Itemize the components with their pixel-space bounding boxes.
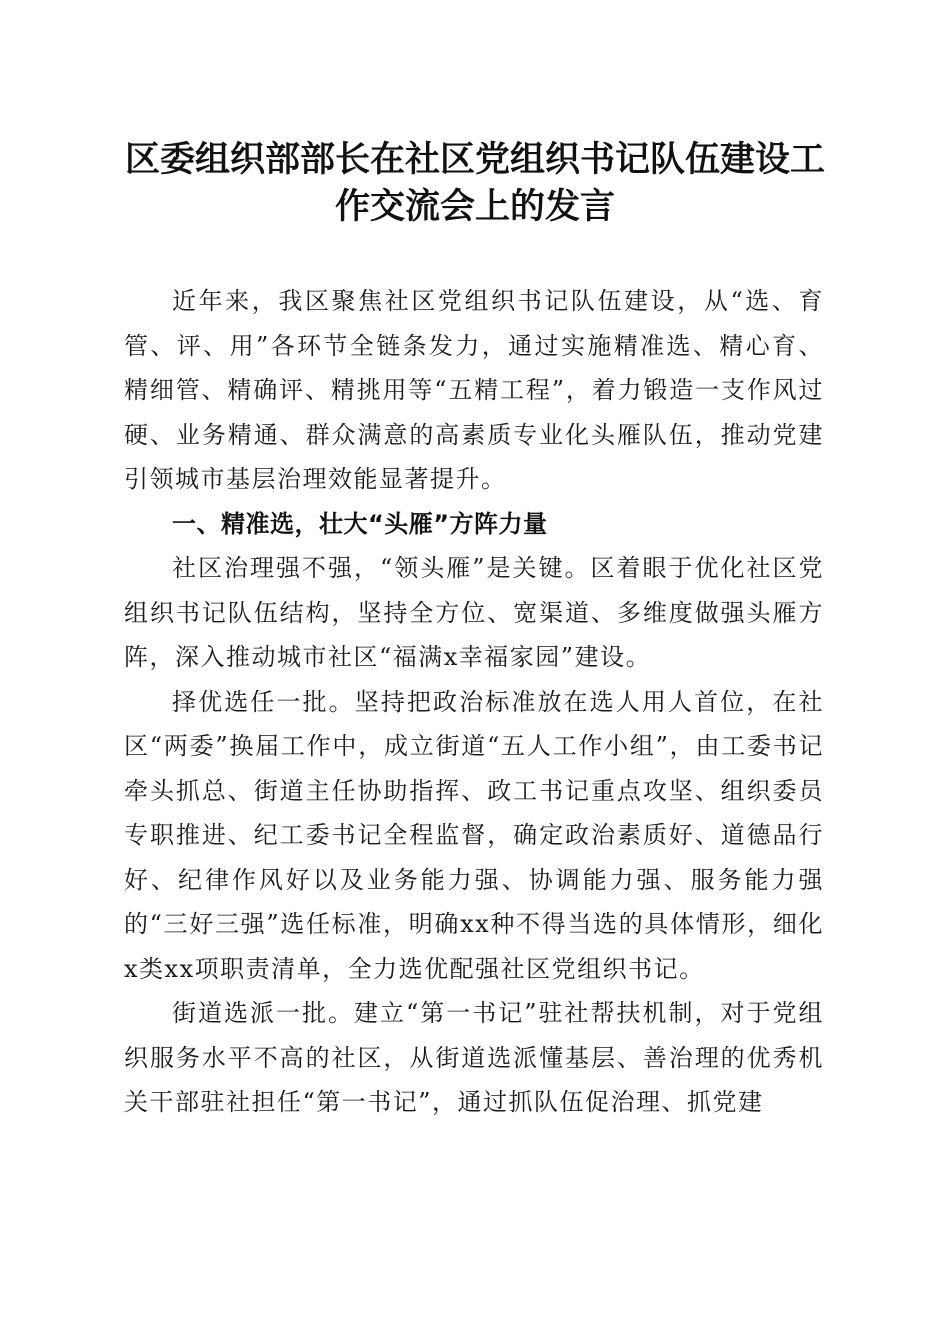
title-line-2: 作交流会上的发言 [334, 186, 615, 227]
title-line-1: 区委组织部部长在社区党组织书记队伍建设工 [124, 139, 825, 180]
selection-paragraph: 择优选任一批。坚持把政治标准放在选人用人首位，在社区“两委”换届工作中，成立街道“五人工作小组”，由工委书记牵头抓总、街道主任协助指挥、政工书记重点攻坚、组织委员专职推进、纪工委书记全程监督，确定政治素质好、道德品行好、纪律作风好以及业务能力强、协调能力强、服务能力强的“三好三强”选任标准，明确xx种不得当选的具体情形，细化x类xx项职责清单，全力选优配强社区党组织书记。 [124, 687, 824, 983]
section-intro-paragraph: 社区治理强不强，“领头雁”是关键。区着眼于优化社区党组织书记队伍结构，坚持全方位、宽渠道、多维度做强头雁方阵，深入推动城市社区“福满x幸福家园”建设。 [124, 554, 824, 671]
document-title [110, 136, 840, 230]
dispatch-paragraph: 街道选派一批。建立“第一书记”驻社帮扶机制，对于党组织服务水平不高的社区，从街道选派懂基层、善治理的优秀机关干部驻社担任“第一书记”，通过抓队伍促治理、抓党建 [124, 999, 824, 1116]
intro-paragraph: 近年来，我区聚焦社区党组织书记队伍建设，从“选、育管、评、用”各环节全链条发力，通过实施精准选、精心育、精细管、精确评、精挑用等“五精工程”，着力锻造一支作风过硬、业务精通、群众满意的高素质专业化头雁队伍，推动党建引领城市基层治理效能显著提升。 [124, 287, 824, 493]
section-heading: 一、精准选，壮大“头雁”方阵力量 [172, 509, 548, 538]
document-body [124, 279, 824, 1125]
